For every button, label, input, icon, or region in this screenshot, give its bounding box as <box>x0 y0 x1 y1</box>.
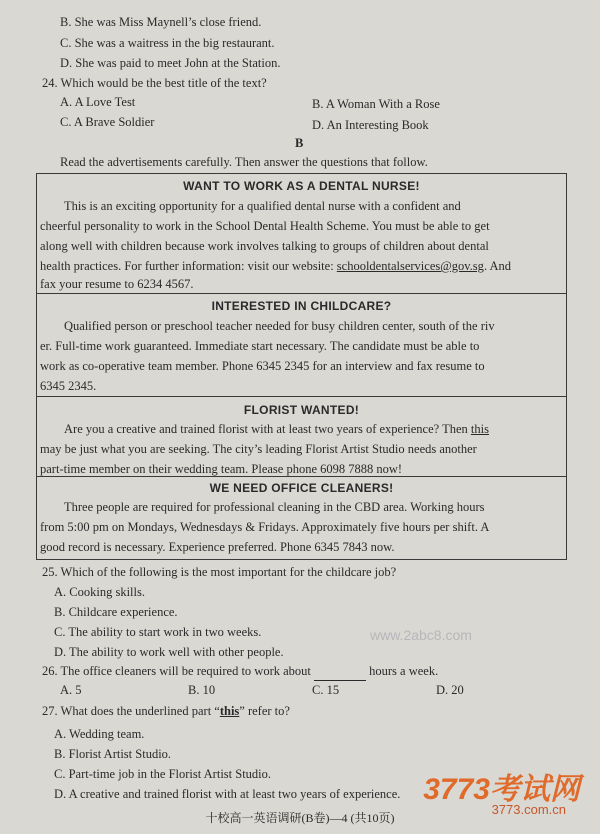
ad1-line-4-end: . And <box>483 259 512 273</box>
ad1-line-4 <box>40 256 511 276</box>
ad3-line-1-text: Are you a creative and trained florist with at least two years of experience? Then <box>64 422 471 436</box>
ad4-title: WE NEED OFFICE CLEANERS! <box>209 481 394 495</box>
ad3-line-3: part-time member on their wedding team. Please phone 6098 7888 now! <box>40 462 403 476</box>
q27-keyword: this <box>219 704 240 718</box>
q26-option-a: A. 5 <box>60 683 82 697</box>
q27-option-c: C. Part-time job in the Florist Artist Studio. <box>54 767 272 781</box>
q24-option-b: B. A Woman With a Rose <box>312 97 440 111</box>
q23-option-b: B. She was Miss Maynell’s close friend. <box>60 15 262 29</box>
ad1-line-4-text: health practices. For further information: visit our website: <box>40 259 337 273</box>
q27-stem <box>42 701 290 721</box>
q23-option-d: D. She was paid to meet John at the Station. <box>60 56 281 70</box>
q24-option-a: A. A Love Test <box>60 95 136 109</box>
section-label: B <box>295 136 304 150</box>
q23-option-c: C. She was a waitress in the big restaurant. <box>60 36 275 50</box>
ad1-line-2: cheerful personality to work in the School Dental Health Scheme. You must be able to get <box>40 219 490 233</box>
separator <box>36 476 567 477</box>
ad3-line-2: may be just what you are seeking. The city’s leading Florist Artist Studio needs another <box>40 442 477 456</box>
ad2-line-1: Qualified person or preschool teacher needed for busy children center, south of the riv <box>64 319 495 333</box>
q25-option-a: A. Cooking skills. <box>54 585 145 599</box>
ad1-title: WANT TO WORK AS A DENTAL NURSE! <box>183 179 420 193</box>
q26-stem-start: 26. The office cleaners will be required to work about <box>42 664 311 678</box>
ad1-website-link[interactable]: schooldentalservices@gov.sg <box>336 259 484 273</box>
q25-option-d: D. The ability to work well with other people. <box>54 645 284 659</box>
ad1-line-5: fax your resume to 6234 4567. <box>40 277 194 291</box>
section-instruction: Read the advertisements carefully. Then answer the questions that follow. <box>60 155 428 169</box>
ad2-line-2: er. Full-time work guaranteed. Immediate start necessary. The candidate must be able to <box>40 339 480 353</box>
q25-stem: 25. Which of the following is the most important for the childcare job? <box>42 565 397 579</box>
ad2-title: INTERESTED IN CHILDCARE? <box>211 299 392 313</box>
watermark-logo: 3773考试网 <box>423 773 580 806</box>
separator <box>36 396 567 397</box>
ad2-line-4: 6345 2345. <box>40 379 97 393</box>
ad4-line-1: Three people are required for professional cleaning in the CBD area. Working hours <box>64 500 485 514</box>
q26-option-c: C. 15 <box>312 683 340 697</box>
ad3-underlined-word: this <box>470 422 489 436</box>
ad4-line-2: from 5:00 pm on Mondays, Wednesdays & Fridays. Approximately five hours per shift. A <box>40 520 490 534</box>
q27-stem-end: ” refer to? <box>239 704 290 718</box>
page-footer: 十校高一英语调研(B卷)—4 (共10页) <box>205 811 395 825</box>
q27-stem-start: 27. What does the underlined part “ <box>42 704 220 718</box>
q25-option-b: B. Childcare experience. <box>54 605 178 619</box>
q26-stem <box>42 661 438 681</box>
ad2-line-3: work as co-operative team member. Phone 6345 2345 for an interview and fax resume to <box>40 359 485 373</box>
watermark-text: www.2abc8.com <box>370 627 472 643</box>
q24-option-d: D. An Interesting Book <box>312 118 429 132</box>
q26-stem-end: hours a week. <box>369 664 439 678</box>
q27-option-d: D. A creative and trained florist with at least two years of experience. <box>54 787 401 801</box>
q25-option-c: C. The ability to start work in two weeks. <box>54 625 262 639</box>
ad1-line-3: along well with children because work involves talking to groups of children about dental <box>40 239 489 253</box>
separator <box>36 293 567 294</box>
ad3-line-1 <box>64 419 489 439</box>
ad1-line-1: This is an exciting opportunity for a qualified dental nurse with a confident and <box>64 199 461 213</box>
q24-stem: 24. Which would be the best title of the text? <box>42 76 267 90</box>
q26-option-d: D. 20 <box>436 683 464 697</box>
watermark-domain: 3773.com.cn <box>491 802 566 817</box>
q26-option-b: B. 10 <box>188 683 216 697</box>
q26-blank <box>314 666 366 681</box>
q24-option-c: C. A Brave Soldier <box>60 115 155 129</box>
ad3-title: FLORIST WANTED! <box>243 403 360 417</box>
ad4-line-3: good record is necessary. Experience preferred. Phone 6345 7843 now. <box>40 540 395 554</box>
q27-option-b: B. Florist Artist Studio. <box>54 747 172 761</box>
q27-option-a: A. Wedding team. <box>54 727 145 741</box>
